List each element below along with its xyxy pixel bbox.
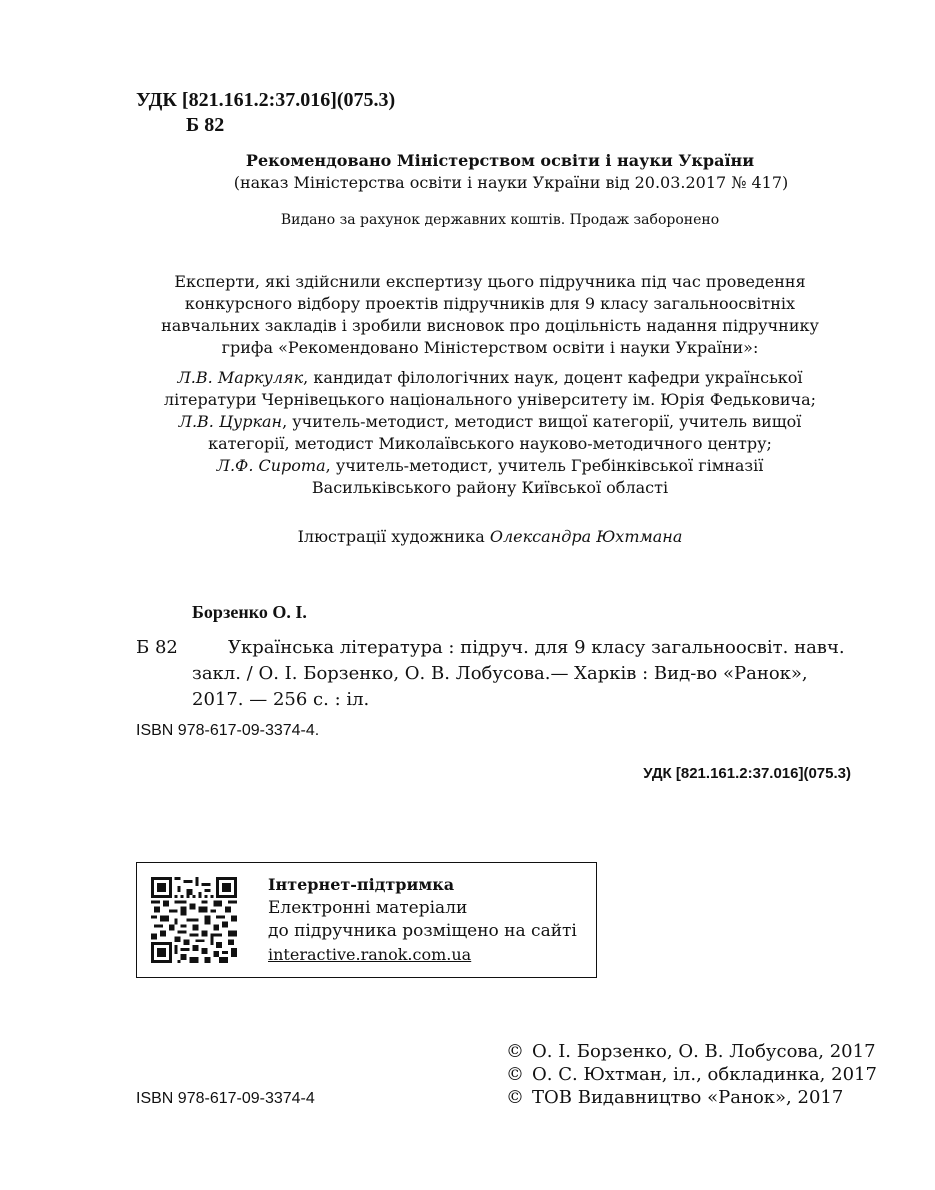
support-text	[268, 873, 577, 966]
illustrations-artist: Олександра Юхтмана	[489, 527, 683, 546]
copyright-symbol: ©	[506, 1087, 524, 1108]
expert-desc: , кандидат філологічних наук, доцент кафедри української	[303, 368, 803, 387]
expert-desc-line: категорії, методист Миколаївського науково-методичного центру;	[208, 434, 772, 453]
catalog-description	[192, 635, 845, 713]
copyright-line	[506, 1086, 877, 1109]
illustrations-prefix: Ілюстрації художника	[297, 527, 490, 546]
support-line: Електронні матеріали	[268, 898, 468, 918]
expert-desc: , учитель-методист, методист вищої категорії, учитель вищої	[282, 412, 802, 431]
expert-entry	[130, 455, 850, 477]
catalog-line: Українська література : підруч. для 9 класу загальноосвіт. навч.	[228, 637, 845, 658]
copyright-symbol: ©	[506, 1064, 524, 1085]
recommendation-line-2: (наказ Міністерства освіти і науки України від 20.03.2017 № 417)	[233, 173, 789, 192]
copyright-text: О. С. Юхтман, іл., обкладинка, 2017	[532, 1064, 877, 1085]
catalog-code: Б 82	[136, 637, 178, 658]
expert-name: Л.В. Маркуляк	[177, 368, 304, 387]
experts-intro-line: навчальних закладів і зробили висновок про доцільність надання підручнику	[161, 316, 819, 335]
recommendation-line-1: Рекомендовано Міністерством освіти і науки України	[245, 151, 755, 170]
expert-entry	[130, 411, 850, 433]
expert-desc-line: літератури Чернівецького національного університету ім. Юрія Федьковича;	[163, 390, 817, 409]
qr-code-icon[interactable]	[151, 877, 237, 963]
copyright-text: ТОВ Видавництво «Ранок», 2017	[532, 1087, 844, 1108]
catalog-line: закл. / О. І. Борзенко, О. В. Лобусова.— Харків : Вид-во «Ранок»,	[192, 663, 808, 684]
expert-desc-line: Васильківського району Київської області	[311, 478, 669, 497]
catalog-isbn: ISBN 978-617-09-3374-4.	[136, 722, 320, 739]
illustrations-credit	[130, 526, 850, 548]
support-title: Інтернет-підтримка	[268, 875, 455, 894]
expert-name: Л.Ф. Сирота	[216, 456, 326, 475]
support-line: до підручника розміщено на сайті	[268, 921, 577, 941]
expert-name: Л.В. Цуркан	[178, 412, 283, 431]
recommendation-block	[160, 150, 840, 194]
paid-note: Видано за рахунок державних коштів. Продаж заборонено	[280, 212, 720, 228]
copyright-text: О. І. Борзенко, О. В. Лобусова, 2017	[532, 1041, 876, 1062]
internet-support-box	[136, 862, 597, 978]
copyright-line	[506, 1040, 877, 1063]
udk-header: УДК [821.161.2:37.016](075.3)	[136, 89, 396, 111]
catalog-line: 2017. — 256 с. : іл.	[192, 689, 370, 710]
experts-intro-line: грифа «Рекомендовано Міністерством освіти і науки України»:	[221, 338, 759, 357]
expert-desc: , учитель-методист, учитель Гребінківської гімназії	[325, 456, 764, 475]
copyright-symbol: ©	[506, 1041, 524, 1062]
footer-isbn: ISBN 978-617-09-3374-4	[136, 1090, 315, 1107]
support-link[interactable]: interactive.ranok.com.ua	[268, 945, 472, 964]
catalog-udk: УДК [821.161.2:37.016](075.3)	[643, 765, 851, 782]
experts-block	[130, 271, 850, 499]
copyright-block	[506, 1040, 877, 1109]
copyright-line	[506, 1063, 877, 1086]
experts-intro-line: Експерти, які здійснили експертизу цього підручника під час проведення	[174, 272, 806, 291]
udk-book-code: Б 82	[186, 114, 225, 136]
experts-intro-line: конкурсного відбору проектів підручників для 9 класу загальноосвітніх	[184, 294, 796, 313]
expert-entry	[130, 367, 850, 389]
catalog-author: Борзенко О. І.	[192, 602, 307, 622]
